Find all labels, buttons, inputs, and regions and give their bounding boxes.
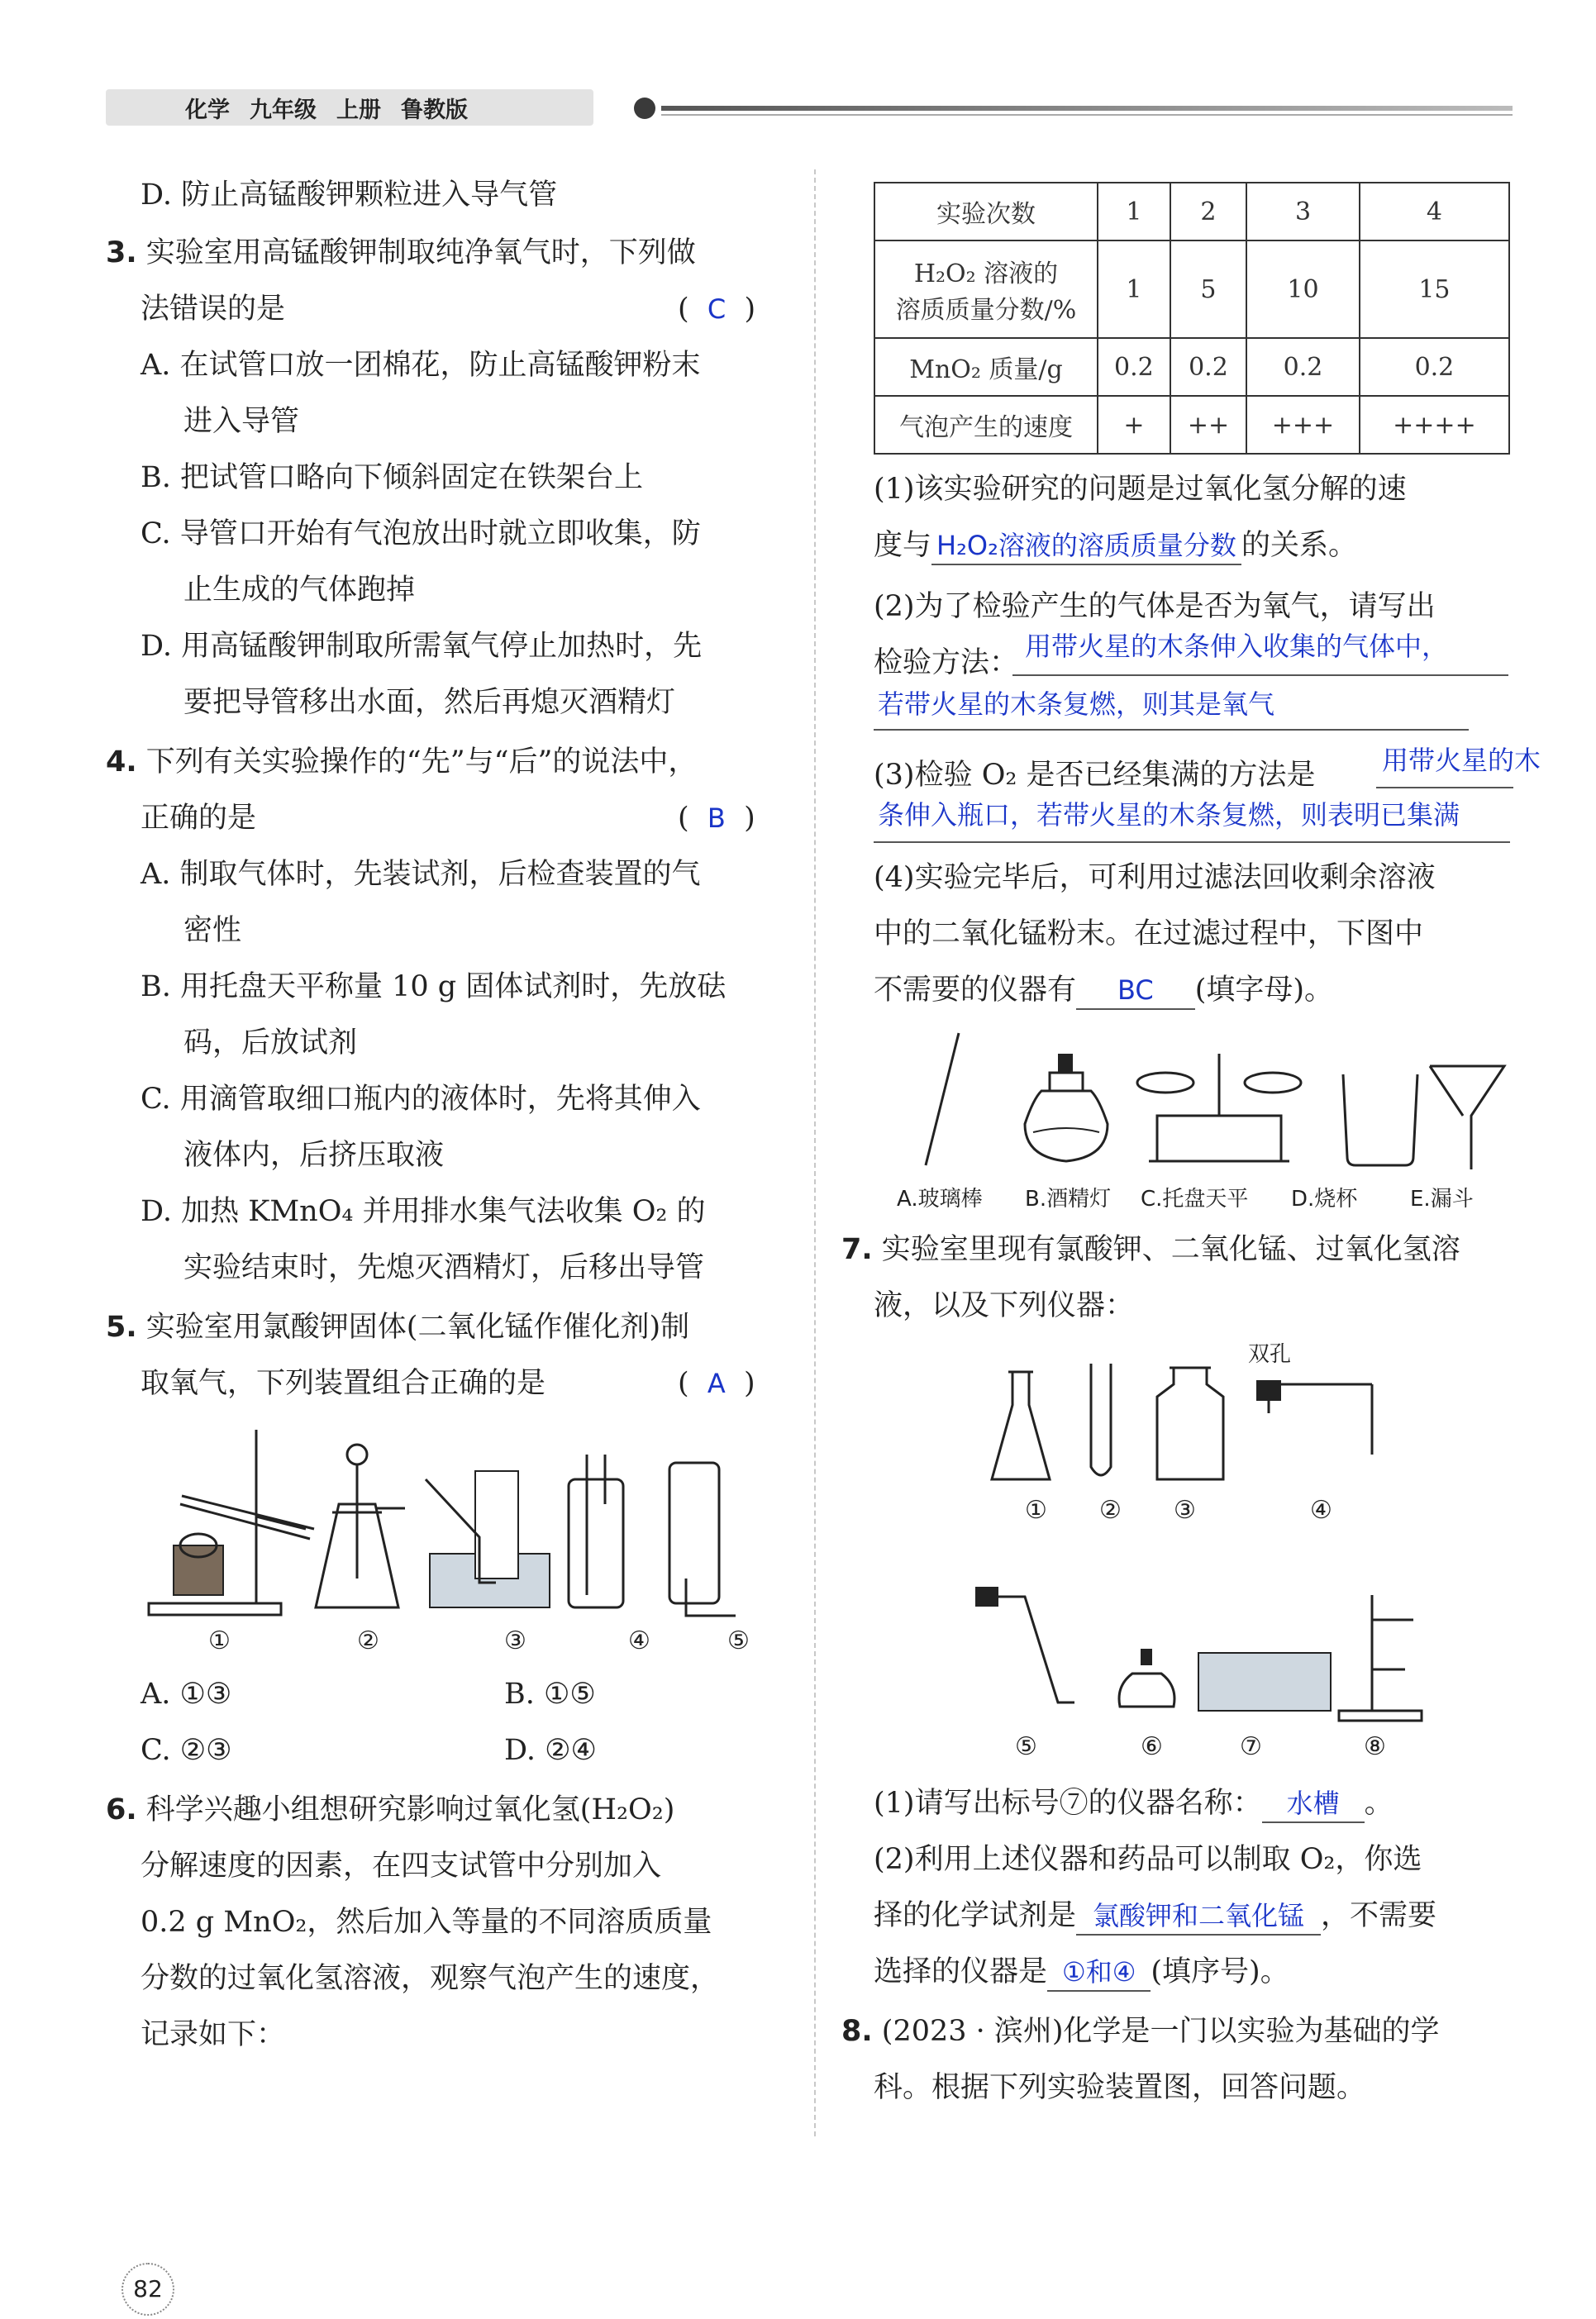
- header-rule: [661, 106, 1513, 111]
- q3-stem-line2: 法错误的是: [141, 293, 286, 326]
- table-cell: 1: [1098, 183, 1170, 240]
- q6-line1: [106, 1792, 674, 1828]
- q3-option-a: A. 在试管口放一团棉花，防止高锰酸钾粉末: [141, 349, 701, 382]
- q5-apparatus-4: [569, 1455, 623, 1607]
- q6-sub4-line1: (4)实验完毕后，可利用过滤法回收剩余溶液: [874, 861, 1436, 894]
- q6-line3: 0.2 g MnO₂，然后加入等量的不同溶质质量: [141, 1906, 712, 1939]
- table-cell: [874, 240, 1098, 338]
- q7-sub3-prefix: 选择的仪器是: [874, 1955, 1048, 1988]
- q7-sub1-suffix: 。: [1364, 1787, 1394, 1820]
- q3-answer: C: [707, 293, 727, 325]
- q7-line2: 液，以及下列仪器：: [874, 1289, 1135, 1322]
- q5-apparatus-2: [316, 1445, 405, 1607]
- q7-sub3-answer: ①和④: [1047, 1954, 1151, 1992]
- table-cell: +++: [1246, 396, 1360, 454]
- beaker: [1343, 1074, 1417, 1165]
- q4-option-a-cont: 密性: [183, 914, 242, 947]
- q6-sub3-prefix: (3)检验 O₂ 是否已经集满的方法是: [874, 759, 1316, 792]
- q5-figure-label-4: ④: [628, 1626, 650, 1655]
- q4-option-b-cont: 码，后放试剂: [183, 1026, 358, 1060]
- q4-stem-line1: [106, 744, 697, 780]
- conical-flask: [992, 1372, 1050, 1479]
- table-cell: 1: [1098, 240, 1170, 338]
- q3-option-a-cont: 进入导管: [183, 405, 300, 438]
- table-cell-line: H₂O₂ 溶液的: [913, 260, 1059, 288]
- q8-line1: [841, 2013, 1440, 2050]
- table-cell: 0.2: [1246, 338, 1360, 396]
- delivery-tube: [975, 1587, 1074, 1702]
- q6-sub2-line1: (2)为了检验产生的气体是否为氧气，请写出: [874, 590, 1436, 623]
- q6-sub1-line2: [874, 527, 1357, 565]
- alcohol-lamp: [1025, 1054, 1108, 1161]
- q6-sub4-suffix: (填字母)。: [1194, 974, 1334, 1007]
- q5-apparatus-5: [669, 1463, 736, 1616]
- table-cell-line: 溶质质量分数/%: [895, 296, 1077, 325]
- q6-sub2-answer-line1: 用带火星的木条伸入收集的气体中，: [1025, 631, 1449, 662]
- q4-stem-line2: 正确的是: [141, 802, 257, 835]
- q6-sub2-answer-line2: 若带火星的木条复燃，则其是氧气: [878, 688, 1275, 720]
- q7-label-8: ⑧: [1364, 1732, 1386, 1761]
- q5-apparatus-3: [426, 1471, 550, 1607]
- filtration-label-b: B.酒精灯: [1025, 1187, 1112, 1212]
- q5-answer: A: [707, 1368, 726, 1399]
- q7-line1: [841, 1231, 1460, 1268]
- q6-sub1-line1: (1)该实验研究的问题是过氧化氢分解的速: [874, 473, 1407, 506]
- q7-sub2-answer: 氯酸钾和二氧化锰: [1076, 1898, 1321, 1936]
- glass-rod: [926, 1033, 959, 1165]
- q7-sub1-answer: 水槽: [1262, 1785, 1365, 1823]
- gas-bottle: [1157, 1368, 1223, 1479]
- q4-option-b: B. 用托盘天平称量 10 g 固体试剂时，先放砝: [141, 970, 727, 1003]
- q7-label-1: ①: [1025, 1496, 1047, 1525]
- q6-line1-text: 科学兴趣小组想研究影响过氧化氢(H₂O₂): [145, 1793, 675, 1826]
- table-cell: 4: [1360, 183, 1509, 240]
- q7-sub3-suffix: (填序号)。: [1151, 1955, 1289, 1988]
- experiment-table: [874, 182, 1510, 455]
- filtration-apparatus-figure: [893, 1025, 1504, 1174]
- q3-option-c: C. 导管口开始有气泡放出时就立即收集，防: [141, 517, 701, 550]
- q7-sub2-line2: [874, 1898, 1436, 1936]
- q4-option-c-cont: 液体内，后挤压取液: [183, 1139, 445, 1172]
- q4-option-d: D. 加热 KMnO₄ 并用排水集气法收集 O₂ 的: [141, 1195, 706, 1228]
- q5-option-d: D. ②④: [504, 1734, 597, 1767]
- q5-apparatus-figure: [141, 1413, 785, 1620]
- q5-figure-label-5: ⑤: [727, 1626, 750, 1655]
- q5-option-b: B. ①⑤: [504, 1678, 596, 1711]
- q4-stem-text: 下列有关实验操作的“先”与“后”的说法中，: [145, 745, 698, 779]
- q6-sub1-prefix: 度与: [874, 529, 932, 562]
- q5-stem-text: 实验室用氯酸钾固体(二氧化锰作催化剂)制: [145, 1311, 690, 1344]
- q3-option-d-cont: 要把导管移出水面，然后再熄灭酒精灯: [183, 686, 676, 719]
- q6-sub4-line2: 中的二氧化锰粉末。在过滤过程中，下图中: [874, 917, 1424, 950]
- q7-sub1-prefix: (1)请写出标号⑦的仪器名称：: [874, 1787, 1262, 1820]
- q5-number: 5.: [106, 1311, 137, 1344]
- table-cell: 2: [1170, 183, 1246, 240]
- double-hole-stopper: [1256, 1380, 1372, 1455]
- table-cell: 气泡产生的速度: [874, 396, 1098, 454]
- table-row: [874, 183, 1509, 240]
- answer-underline: [1376, 787, 1513, 788]
- answer-underline: [874, 729, 1469, 731]
- q7-sub2-prefix: 择的化学试剂是: [874, 1899, 1077, 1932]
- table-cell: 0.2: [1098, 338, 1170, 396]
- q4-answer-paren: ( B ): [678, 802, 755, 835]
- header-subject: 化学: [185, 97, 230, 123]
- q6-sub2-prefix: 检验方法：: [874, 646, 1019, 679]
- table-cell: 10: [1246, 240, 1360, 338]
- q7-apparatus-bottom: [959, 1570, 1455, 1727]
- q7-sub2-line1: (2)利用上述仪器和药品可以制取 O₂，你选: [874, 1843, 1422, 1876]
- q5-apparatus-1: [149, 1430, 314, 1615]
- q3-option-d: D. 用高锰酸钾制取所需氧气停止加热时，先: [141, 630, 703, 663]
- q7-label-5: ⑤: [1015, 1732, 1037, 1761]
- q6-line4: 分数的过氧化氢溶液，观察气泡产生的速度，: [141, 1962, 720, 1995]
- table-cell: 实验次数: [874, 183, 1098, 240]
- q5-figure-label-1: ①: [208, 1626, 231, 1655]
- iron-stand: [1339, 1595, 1422, 1721]
- q6-sub1-suffix: 的关系。: [1241, 529, 1357, 562]
- header-dot-icon: [634, 98, 655, 119]
- q5-option-c: C. ②③: [141, 1734, 232, 1767]
- q7-line1-text: 实验室里现有氯酸钾、二氧化锰、过氧化氢溶: [881, 1233, 1460, 1266]
- q6-number: 6.: [106, 1793, 137, 1826]
- filtration-label-d: D.烧杯: [1291, 1187, 1358, 1212]
- q8-number: 8.: [841, 2015, 873, 2048]
- q7-label-3: ③: [1174, 1496, 1196, 1525]
- q7-label-4: ④: [1310, 1496, 1332, 1525]
- header-volume: 上册: [336, 97, 381, 123]
- q3-option-c-cont: 止生成的气体跑掉: [183, 574, 416, 607]
- q3-option-b: B. 把试管口略向下倾斜固定在铁架台上: [141, 461, 643, 494]
- table-cell: MnO₂ 质量/g: [874, 338, 1098, 396]
- q5-answer-paren: ( A ): [678, 1367, 755, 1400]
- q7-number: 7.: [841, 1233, 873, 1266]
- header-edition: 鲁教版: [401, 97, 468, 123]
- q8-line2: 科。根据下列实验装置图，回答问题。: [874, 2071, 1366, 2104]
- q3-answer-paren: ( C ): [678, 293, 756, 326]
- filtration-label-c: C.托盘天平: [1141, 1187, 1249, 1212]
- q3-number: 3.: [106, 236, 137, 269]
- q6-sub4-line3: [874, 972, 1333, 1010]
- table-row: [874, 338, 1509, 396]
- q7-sub3: [874, 1954, 1289, 1992]
- q7-label-6: ⑥: [1141, 1732, 1163, 1761]
- balance: [1137, 1054, 1301, 1161]
- q7-double-hole-label: 双孔: [1248, 1342, 1292, 1367]
- table-cell: ++++: [1360, 396, 1509, 454]
- table-row: [874, 396, 1509, 454]
- q5-figure-label-2: ②: [357, 1626, 379, 1655]
- q5-option-a: A. ①③: [141, 1678, 232, 1711]
- table-cell: 0.2: [1170, 338, 1246, 396]
- table-row: [874, 240, 1509, 338]
- filtration-label-e: E.漏斗: [1410, 1187, 1474, 1212]
- header-grade: 九年级: [250, 97, 317, 123]
- table-cell: +: [1098, 396, 1170, 454]
- q5-stem-line2: 取氧气，下列装置组合正确的是: [141, 1367, 546, 1400]
- alcohol-lamp: [1119, 1649, 1174, 1707]
- q6-line5: 记录如下：: [141, 2018, 286, 2051]
- answer-underline: [1012, 674, 1508, 676]
- table-cell: ++: [1170, 396, 1246, 454]
- table-cell: 3: [1246, 183, 1360, 240]
- q4-option-a: A. 制取气体时，先装试剂，后检查装置的气: [141, 858, 701, 891]
- q8-line1-text: (2023 · 滨州)化学是一门以实验为基础的学: [881, 2015, 1440, 2048]
- q4-option-c: C. 用滴管取细口瓶内的液体时，先将其伸入: [141, 1083, 701, 1116]
- water-trough: [1198, 1653, 1331, 1711]
- answer-underline: [874, 841, 1510, 843]
- q4-option-d-cont: 实验结束时，先熄灭酒精灯，后移出导管: [183, 1251, 705, 1284]
- table-cell: 15: [1360, 240, 1509, 338]
- q7-label-2: ②: [1099, 1496, 1122, 1525]
- q3-stem-line1: [106, 235, 696, 271]
- test-tube: [1091, 1364, 1111, 1475]
- q7-apparatus-top: [992, 1364, 1405, 1488]
- table-cell: 5: [1170, 240, 1246, 338]
- q7-sub2-suffix: ，不需要: [1321, 1899, 1437, 1932]
- q7-label-7: ⑦: [1240, 1732, 1262, 1761]
- q4-number: 4.: [106, 745, 137, 779]
- q6-sub4-prefix: 不需要的仪器有: [874, 974, 1077, 1007]
- funnel: [1430, 1066, 1504, 1169]
- q6-sub3-answer-line2: 条伸入瓶口，若带火星的木条复燃，则表明已集满: [878, 799, 1460, 831]
- q7-sub1: [874, 1785, 1394, 1823]
- q5-stem-line1: [106, 1309, 689, 1345]
- q4-answer: B: [707, 802, 726, 834]
- header-rule-thin: [661, 114, 1513, 116]
- q6-sub4-answer: BC: [1076, 972, 1195, 1010]
- q3-stem-text: 实验室用高锰酸钾制取纯净氧气时，下列做: [145, 236, 696, 269]
- q2-option-d: D. 防止高锰酸钾颗粒进入导气管: [141, 179, 558, 212]
- q6-line2: 分解速度的因素，在四支试管中分别加入: [141, 1850, 662, 1883]
- filtration-label-a: A.玻璃棒: [897, 1187, 983, 1212]
- table-cell: 0.2: [1360, 338, 1509, 396]
- q6-sub3-answer-line1: 用带火星的木: [1382, 745, 1541, 776]
- page-number: 82: [121, 2263, 174, 2316]
- page-header: [106, 89, 593, 126]
- q6-sub1-answer: H₂O₂溶液的溶质质量分数: [931, 527, 1241, 565]
- q5-figure-label-3: ③: [504, 1626, 526, 1655]
- column-divider: [814, 169, 816, 2136]
